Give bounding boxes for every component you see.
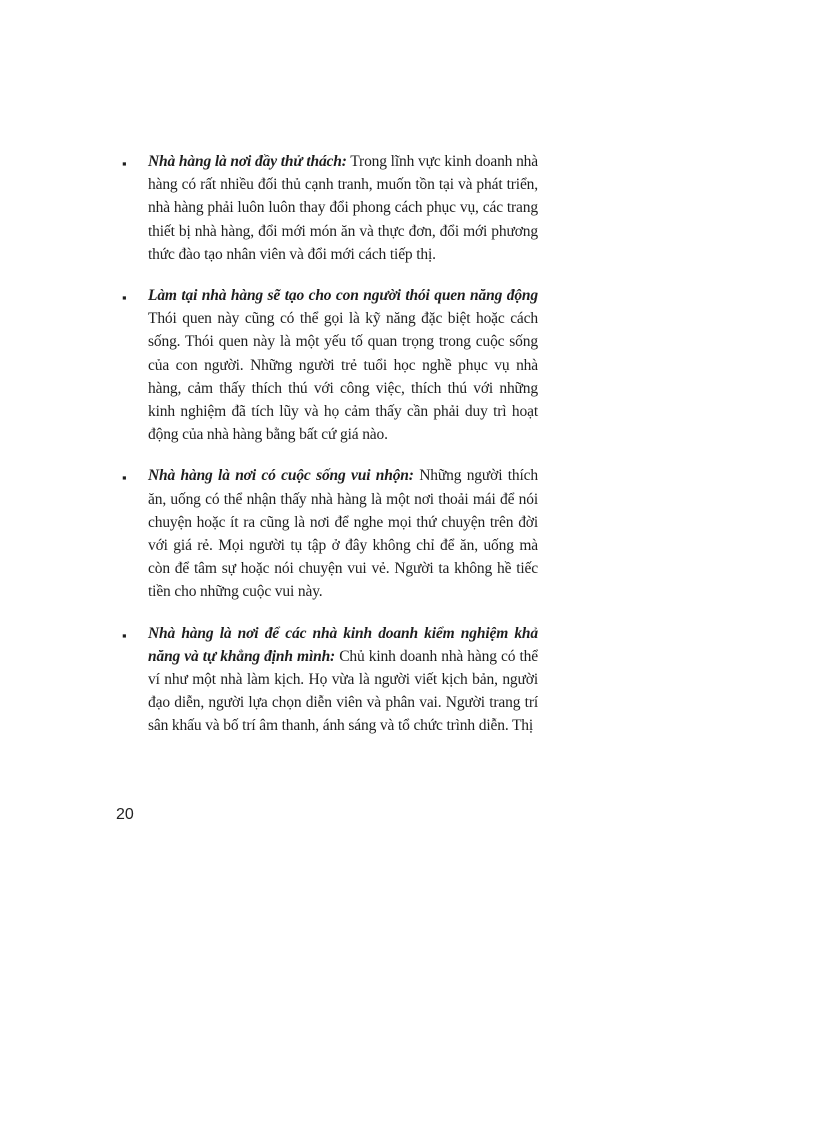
bullet-item-3 [118,464,538,603]
bullet-item-1 [118,150,538,266]
lead-phrase: Nhà hàng là nơi có cuộc sống vui nhộn: [148,467,414,485]
lead-phrase: Làm tại nhà hàng sẽ tạo cho con người thói quen năng động [148,287,538,305]
lead-phrase: Nhà hàng là nơi đầy thử thách: [148,153,347,170]
body-text: Chủ kinh doanh nhà hàng có thể ví như một nhà làm kịch. Họ vừa là người viết kịch bản, người đạo diễn, người lựa chọn diễn viên và phân vai. Người trang trí sân khấu và bố trí âm thanh, ánh sáng và tổ chức trình diễn. Thị [148,647,538,735]
paragraph [148,284,538,446]
bullet-icon: ▪ [122,156,127,171]
paragraph [148,150,538,266]
paragraph [148,464,538,603]
bullet-icon: ▪ [122,290,127,306]
paragraph [148,622,538,738]
bullet-icon: ▪ [122,627,127,643]
bullet-item-4 [118,622,538,738]
page-number: 20 [116,806,134,823]
page-content [118,150,538,756]
bullet-item-2 [118,284,538,446]
lead-phrase: Nhà hàng là nơi để các nhà kinh doanh kiểm nghiệm khả năng và tự khẳng định mình: [148,624,538,665]
body-text: Trong lĩnh vực kinh doanh nhà hàng có rất nhiều đối thủ cạnh tranh, muốn tồn tại và phát triển, nhà hàng phải luôn luôn thay đổi phong cách phục vụ, các trang thiết bị nhà hàng, đổi mới món ăn và thực đơn, đổi mới phương thức đào tạo nhân viên và đổi mới cách tiếp thị. [148,153,538,263]
body-text: Thói quen này cũng có thể gọi là kỹ năng đặc biệt hoặc cách sống. Thói quen này là một yếu tố quan trọng trong cuộc sống của con người. Những người trẻ tuổi học nghề phục vụ nhà hàng, cảm thấy thích thú với công việc, thích thú với những kinh nghiệm đã tích lũy và họ cảm thấy cần phải duy trì hoạt động của nhà hàng bằng bất cứ giá nào. [148,310,538,444]
bullet-icon: ▪ [122,470,127,486]
body-text: Những người thích ăn, uống có thể nhận thấy nhà hàng là một nơi thoải mái để nói chuyện hoặc ít ra cũng là nơi để nghe mọi thứ chuyện trên đời với giá rẻ. Mọi người tụ tập ở đây không chỉ để ăn, uống mà còn để tâm sự hoặc nói chuyện vui vẻ. Người ta không hề tiếc tiền cho những cuộc vui này. [148,467,538,601]
